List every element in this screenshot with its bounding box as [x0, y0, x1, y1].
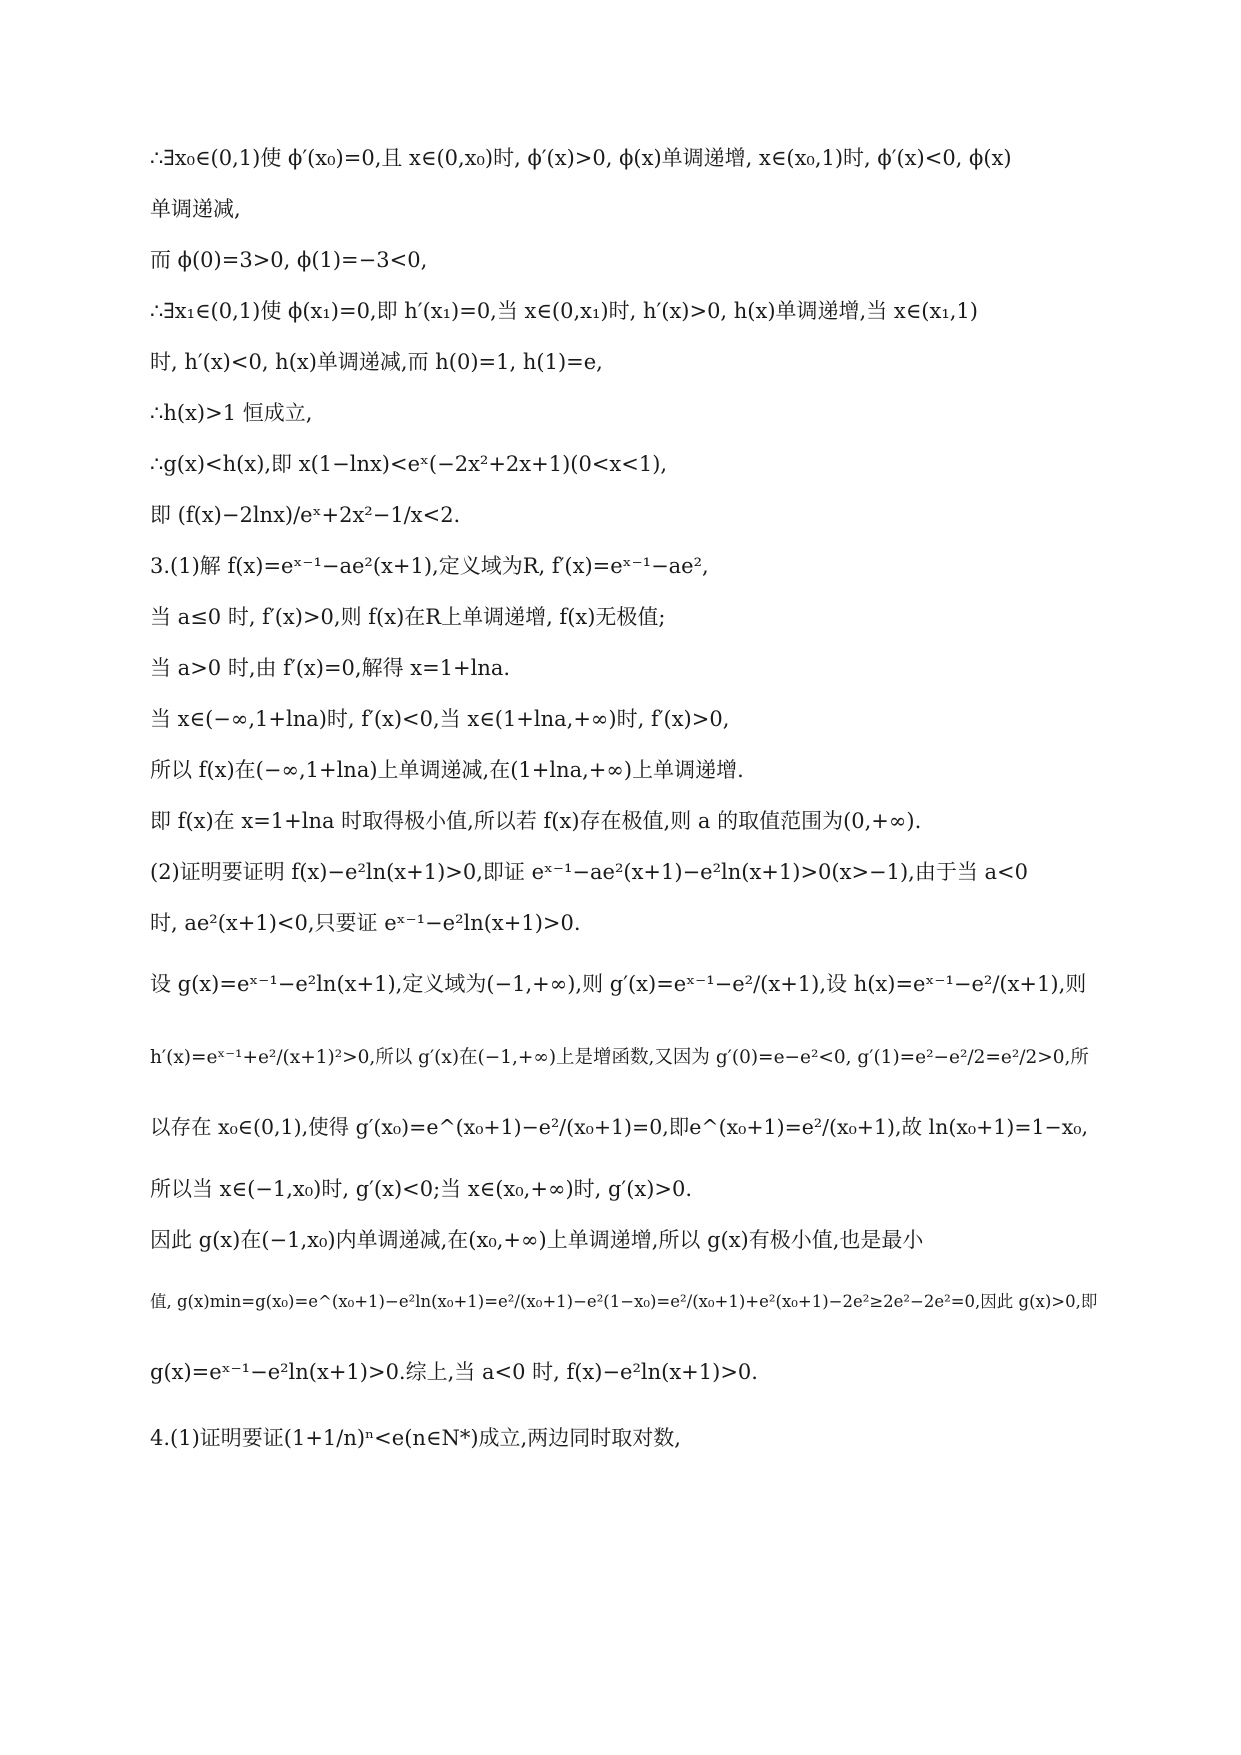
text-line: 单调递减,	[150, 197, 241, 221]
text-line: (2)证明要证明 f(x)−e²ln(x+1)>0,即证 eˣ⁻¹−ae²(x+1)−e²ln(x+1)>0(x>−1),由于当 a<0	[150, 860, 1029, 884]
text-line: 所以 f(x)在(−∞,1+lna)上单调递减,在(1+lna,+∞)上单调递增.	[150, 758, 744, 782]
text-line: 而 ϕ(0)=3>0, ϕ(1)=−3<0,	[150, 248, 428, 272]
text-line: g(x)=eˣ⁻¹−e²ln(x+1)>0.综上,当 a<0 时, f(x)−e²ln(x+1)>0.	[150, 1360, 758, 1384]
text-line: h′(x)=eˣ⁻¹+e²/(x+1)²>0,所以 g′(x)在(−1,+∞)上是增函数,又因为 g′(0)=e−e²<0, g′(1)=e²−e²/2=e²/2>0,所	[150, 1047, 1089, 1068]
text-line: 因此 g(x)在(−1,x₀)内单调递减,在(x₀,+∞)上单调递增,所以 g(x)有极小值,也是最小	[150, 1228, 924, 1252]
text-line: 3.(1)解 f(x)=eˣ⁻¹−ae²(x+1),定义域为R, f′(x)=eˣ⁻¹−ae²,	[150, 554, 709, 578]
text-line: 当 a≤0 时, f′(x)>0,则 f(x)在R上单调递增, f(x)无极值;	[150, 605, 666, 629]
text-line: 当 a>0 时,由 f′(x)=0,解得 x=1+lna.	[150, 656, 511, 680]
text-line: 时, ae²(x+1)<0,只要证 eˣ⁻¹−e²ln(x+1)>0.	[150, 911, 581, 935]
text-line: 当 x∈(−∞,1+lna)时, f′(x)<0,当 x∈(1+lna,+∞)时, f′(x)>0,	[150, 707, 730, 731]
text-line: 时, h′(x)<0, h(x)单调递减,而 h(0)=1, h(1)=e,	[150, 350, 603, 374]
text-line: ∴g(x)<h(x),即 x(1−lnx)<eˣ(−2x²+2x+1)(0<x<1),	[150, 452, 668, 476]
text-line: ∴∃x₁∈(0,1)使 ϕ(x₁)=0,即 h′(x₁)=0,当 x∈(0,x₁)时, h′(x)>0, h(x)单调递增,当 x∈(x₁,1)	[150, 299, 978, 323]
text-line: 设 g(x)=eˣ⁻¹−e²ln(x+1),定义域为(−1,+∞),则 g′(x)=eˣ⁻¹−e²/(x+1),设 h(x)=eˣ⁻¹−e²/(x+1),则	[150, 972, 1087, 996]
text-line: ∴∃x₀∈(0,1)使 ϕ′(x₀)=0,且 x∈(0,x₀)时, ϕ′(x)>0, ϕ(x)单调递增, x∈(x₀,1)时, ϕ′(x)<0, ϕ(x)	[150, 146, 1012, 170]
text-line: 4.(1)证明要证(1+1/n)ⁿ<e(n∈N*)成立,两边同时取对数,	[150, 1426, 681, 1450]
text-line: ∴h(x)>1 恒成立,	[150, 401, 313, 425]
text-line: 所以当 x∈(−1,x₀)时, g′(x)<0;当 x∈(x₀,+∞)时, g′(x)>0.	[150, 1177, 693, 1201]
text-line: 即 (f(x)−2lnx)/eˣ+2x²−1/x<2.	[150, 503, 461, 527]
text-line: 即 f(x)在 x=1+lna 时取得极小值,所以若 f(x)存在极值,则 a 的取值范围为(0,+∞).	[150, 809, 922, 833]
text-line: 值, g(x)min=g(x₀)=e^(x₀+1)−e²ln(x₀+1)=e²/(x₀+1)−e²(1−x₀)=e²/(x₀+1)+e²(x₀+1)−2e²≥2e²−2e²=0,因此 g(x)>0,即	[150, 1292, 1098, 1311]
text-line: 以存在 x₀∈(0,1),使得 g′(x₀)=e^(x₀+1)−e²/(x₀+1)=0,即e^(x₀+1)=e²/(x₀+1),故 ln(x₀+1)=1−x₀,	[150, 1115, 1089, 1139]
